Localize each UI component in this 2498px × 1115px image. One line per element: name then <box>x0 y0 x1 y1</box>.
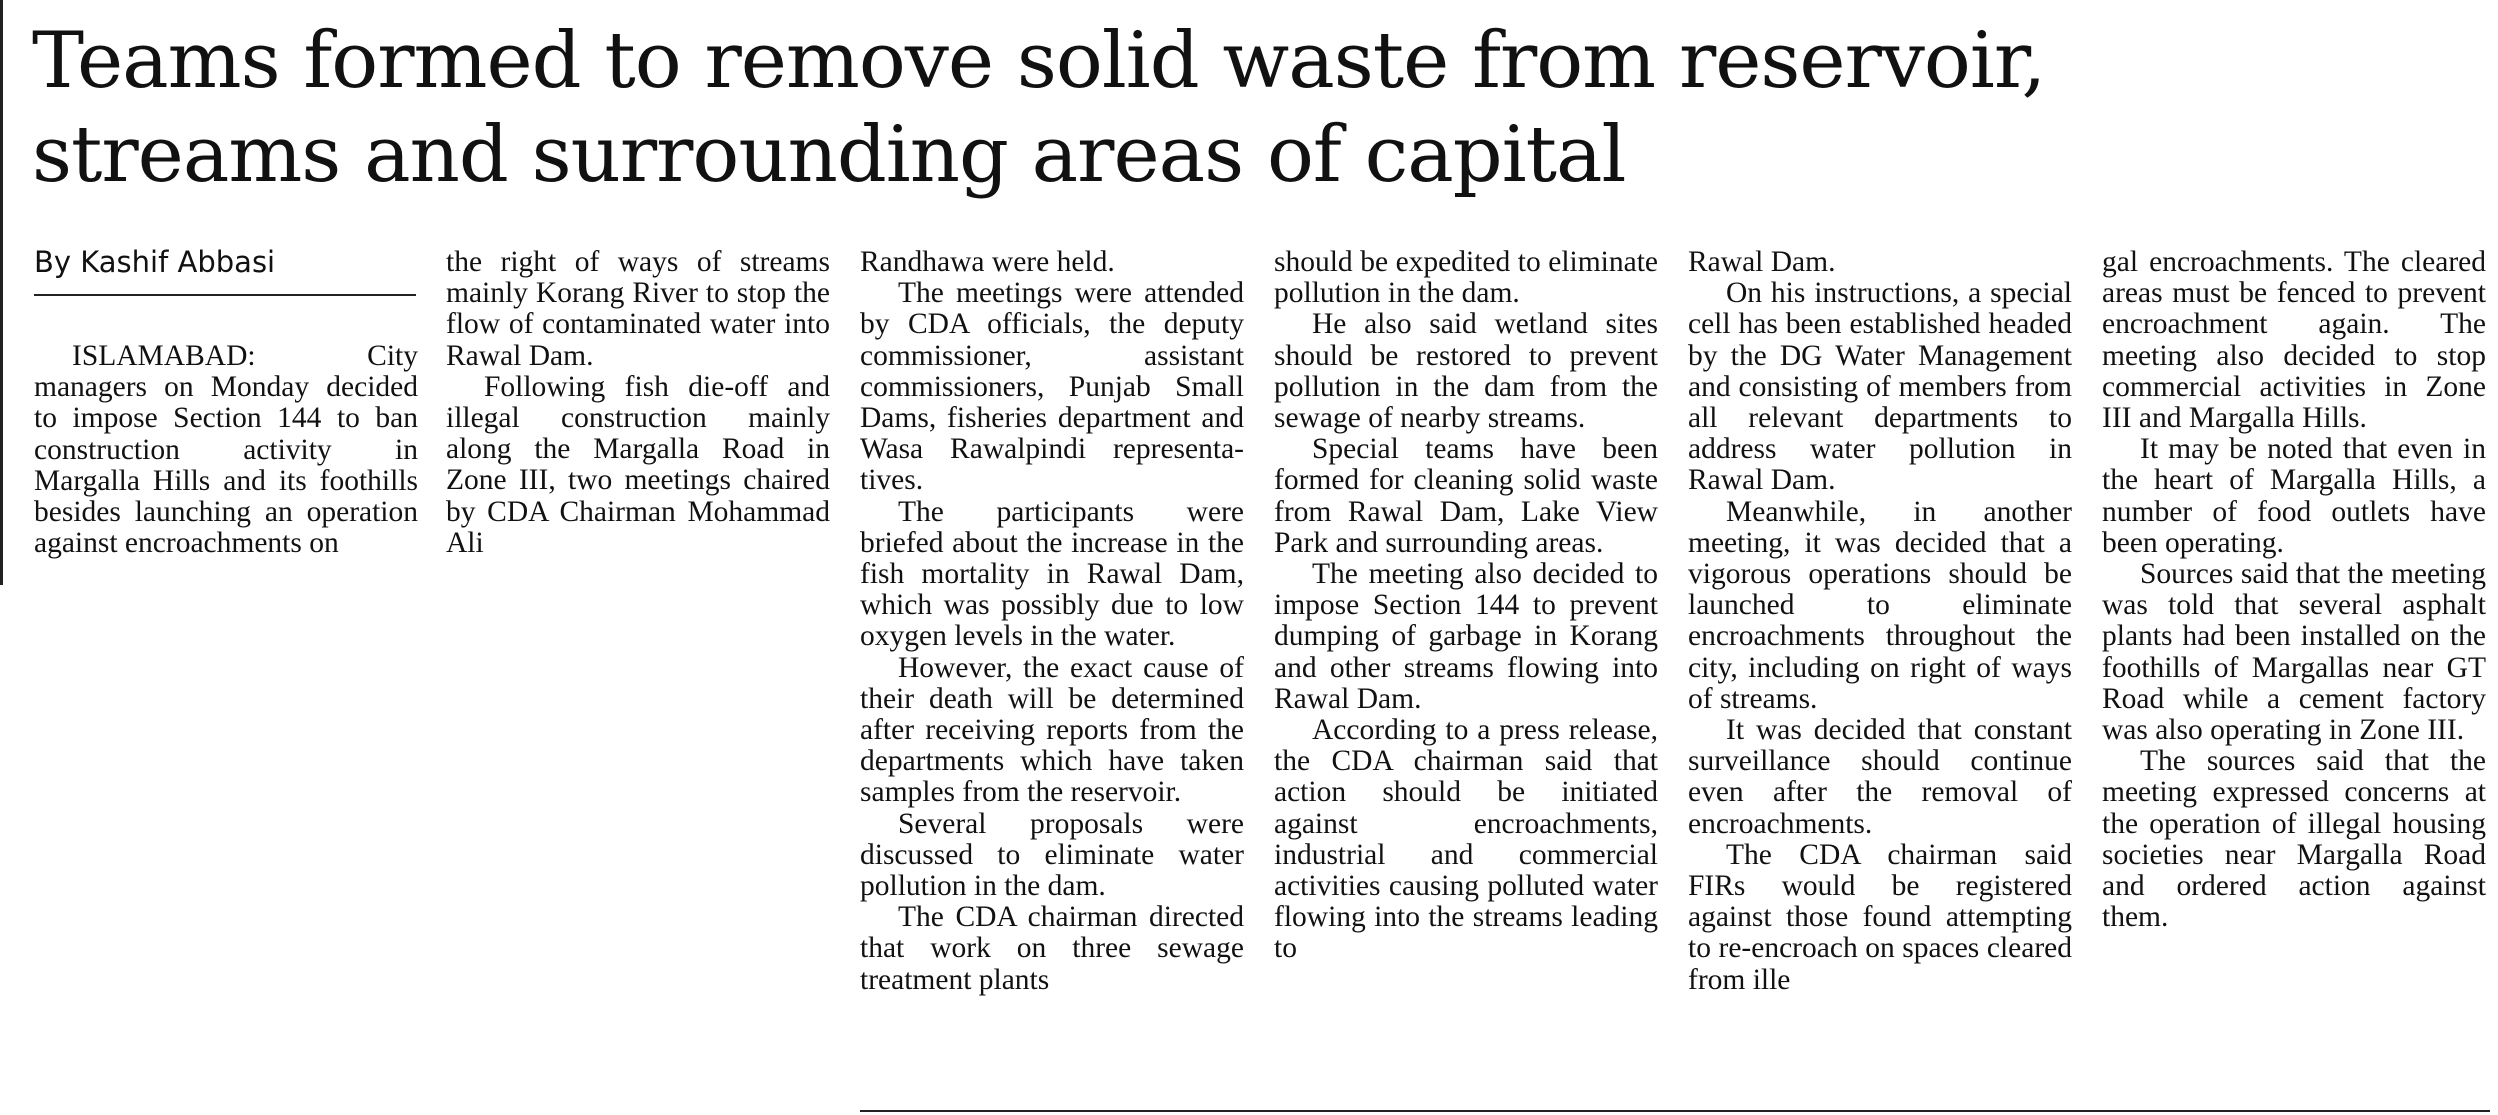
article-column-1 <box>34 341 418 559</box>
headline-line-2: streams and surrounding areas of capital <box>32 110 1626 200</box>
paragraph: The meeting also decided to impose Section 144 to prevent dumping of garbage in Korang and other streams flowing into Rawal Dam. <box>1274 558 1658 715</box>
paragraph: The sources said that the meeting expressed concerns at the operation of illegal housing societies near Margalla Road and ordered action against them. <box>2102 745 2486 934</box>
paragraph: Several proposals were discussed to eliminate water pollution in the dam. <box>860 807 1244 903</box>
article-column-3 <box>860 247 1244 996</box>
paragraph: Rawal Dam. <box>1688 246 1836 278</box>
paragraph: The CDA chairman directed that work on three sewage treatment plants <box>860 901 1244 996</box>
paragraph: ISLAMABAD: City managers on Monday decided to impose Section 144 to ban construction activity in Margalla Hills and its foothills besides launching an operation against encroachments on <box>34 340 418 560</box>
left-column-rule <box>0 0 3 585</box>
paragraph: It was decided that constant surveillance should continue even after the removal of encroachments. <box>1688 714 2072 840</box>
headline <box>32 14 2472 202</box>
article-column-5 <box>1688 247 2072 996</box>
paragraph: Following fish die-off and illegal construction mainly along the Margalla Road in Zone III, two meetings chaired by CDA Chairman Mohammad Ali <box>446 370 830 559</box>
paragraph: Randhawa were held. <box>860 246 1115 278</box>
paragraph: He also said wetland sites should be restored to prevent pollution in the dam from the sewage of nearby streams. <box>1274 308 1658 435</box>
paragraph: should be expedited to eliminate pollution in the dam. <box>1274 246 1658 310</box>
article-column-4 <box>1274 247 1658 965</box>
paragraph: However, the exact cause of their death will be determined after receiving reports from the departments which have taken samples from the reservoir. <box>860 651 1244 809</box>
paragraph: It may be noted that even in the heart of Margalla Hills, a number of food outlets have been operating. <box>2102 433 2486 559</box>
article-column-6 <box>2102 247 2486 933</box>
headline-line-1: Teams formed to remove solid waste from reservoir, <box>32 16 2046 106</box>
byline: By Kashif Abbasi <box>34 244 416 296</box>
bottom-rule <box>860 1110 2490 1112</box>
paragraph: gal encroachments. The cleared areas must be fenced to prevent encroachment again. The meeting also decided to stop commercial activities in Zone III and Margalla Hills. <box>2102 246 2486 435</box>
paragraph: On his instructions, a special cell has been established headed by the DG Water Management and consisting of members from all relevant departments to address water pollution in Rawal Dam. <box>1688 277 2072 497</box>
paragraph: Special teams have been formed for cleaning solid waste from Rawal Dam, Lake View Park and surrounding areas. <box>1274 433 1658 559</box>
article-column-2 <box>446 247 830 559</box>
paragraph: the right of ways of streams mainly Korang River to stop the flow of contaminated water into Rawal Dam. <box>446 246 830 372</box>
paragraph: According to a press release, the CDA chairman said that action should be initiated against encroachments, industrial and commercial activities causing polluted water flowing into the streams leading to <box>1274 714 1658 965</box>
paragraph: The meetings were attended by CDA officials, the deputy commissioner, assistant commissioners, Punjab Small Dams, fisheries department and Wasa Rawalpindi representatives. <box>860 277 1244 497</box>
paragraph: The participants were briefed about the increase in the fish mortality in Rawal Dam, which was possibly due to low oxygen levels in the water. <box>860 495 1244 653</box>
paragraph: The CDA chairman said FIRs would be registered against those found attempting to re-encroach on spaces cleared from ille <box>1688 838 2072 996</box>
paragraph: Meanwhile, in another meeting, it was decided that a vigorous operations should be launched to eliminate encroachments throughout the city, including on right of ways of streams. <box>1688 495 2072 715</box>
paragraph: Sources said that the meeting was told that several asphalt plants had been installed on the foothills of Margallas near GT Road while a cement factory was also operating in Zone III. <box>2102 558 2486 747</box>
